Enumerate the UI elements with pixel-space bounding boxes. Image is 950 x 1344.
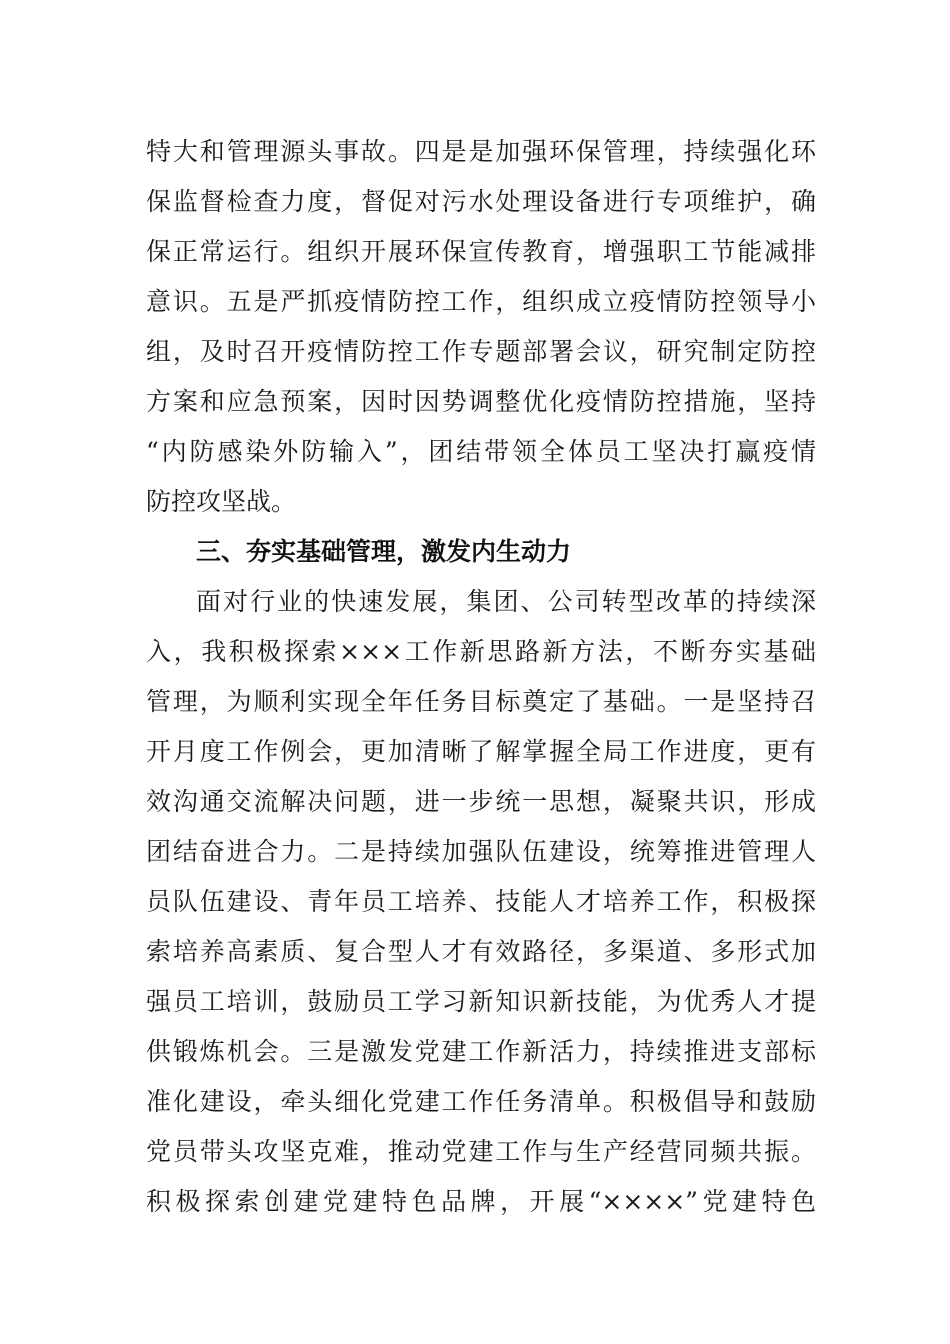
paragraph-line: 准化建设，牵头细化党建工作任务清单。积极倡导和鼓励 xyxy=(146,1087,816,1116)
paragraph-line: 效沟通交流解决问题，进一步统一思想，凝聚共识，形成 xyxy=(146,787,816,816)
paragraph-line: 特大和管理源头事故。四是是加强环保管理，持续强化环 xyxy=(146,137,816,166)
paragraph-line: 入，我积极探索×××工作新思路新方法，不断夯实基础 xyxy=(146,637,816,666)
paragraph-line: 保监督检查力度，督促对污水处理设备进行专项维护，确 xyxy=(146,187,816,216)
paragraph-line: 积极探索创建党建特色品牌，开展“××××”党建特色 xyxy=(146,1187,816,1216)
paragraph-line: 意识。五是严抓疫情防控工作，组织成立疫情防控领导小 xyxy=(146,287,816,316)
paragraph-line: 索培养高素质、复合型人才有效路径，多渠道、多形式加 xyxy=(146,937,816,966)
paragraph-line: 管理，为顺利实现全年任务目标奠定了基础。一是坚持召 xyxy=(146,687,816,716)
paragraph-line: 供锻炼机会。三是激发党建工作新活力，持续推进支部标 xyxy=(146,1037,816,1066)
paragraph-line: 强员工培训，鼓励员工学习新知识新技能，为优秀人才提 xyxy=(146,987,816,1016)
paragraph-line: 团结奋进合力。二是持续加强队伍建设，统筹推进管理人 xyxy=(146,837,816,866)
paragraph-line: 党员带头攻坚克难，推动党建工作与生产经营同频共振。 xyxy=(146,1137,816,1166)
paragraph-line: 保正常运行。组织开展环保宣传教育，增强职工节能减排 xyxy=(146,237,816,266)
paragraph-line: 面对行业的快速发展，集团、公司转型改革的持续深 xyxy=(196,587,816,616)
section-heading: 三、夯实基础管理，激发内生动力 xyxy=(196,537,572,566)
paragraph-line: 员队伍建设、青年员工培养、技能人才培养工作，积极探 xyxy=(146,887,816,916)
paragraph-line: 开月度工作例会，更加清晰了解掌握全局工作进度，更有 xyxy=(146,737,816,766)
paragraph-line: “内防感染外防输入”，团结带领全体员工坚决打赢疫情 xyxy=(146,437,816,466)
paragraph-line: 组，及时召开疫情防控工作专题部署会议，研究制定防控 xyxy=(146,337,816,366)
paragraph-line: 防控攻坚战。 xyxy=(146,487,297,516)
paragraph-line: 方案和应急预案，因时因势调整优化疫情防控措施，坚持 xyxy=(146,387,816,416)
